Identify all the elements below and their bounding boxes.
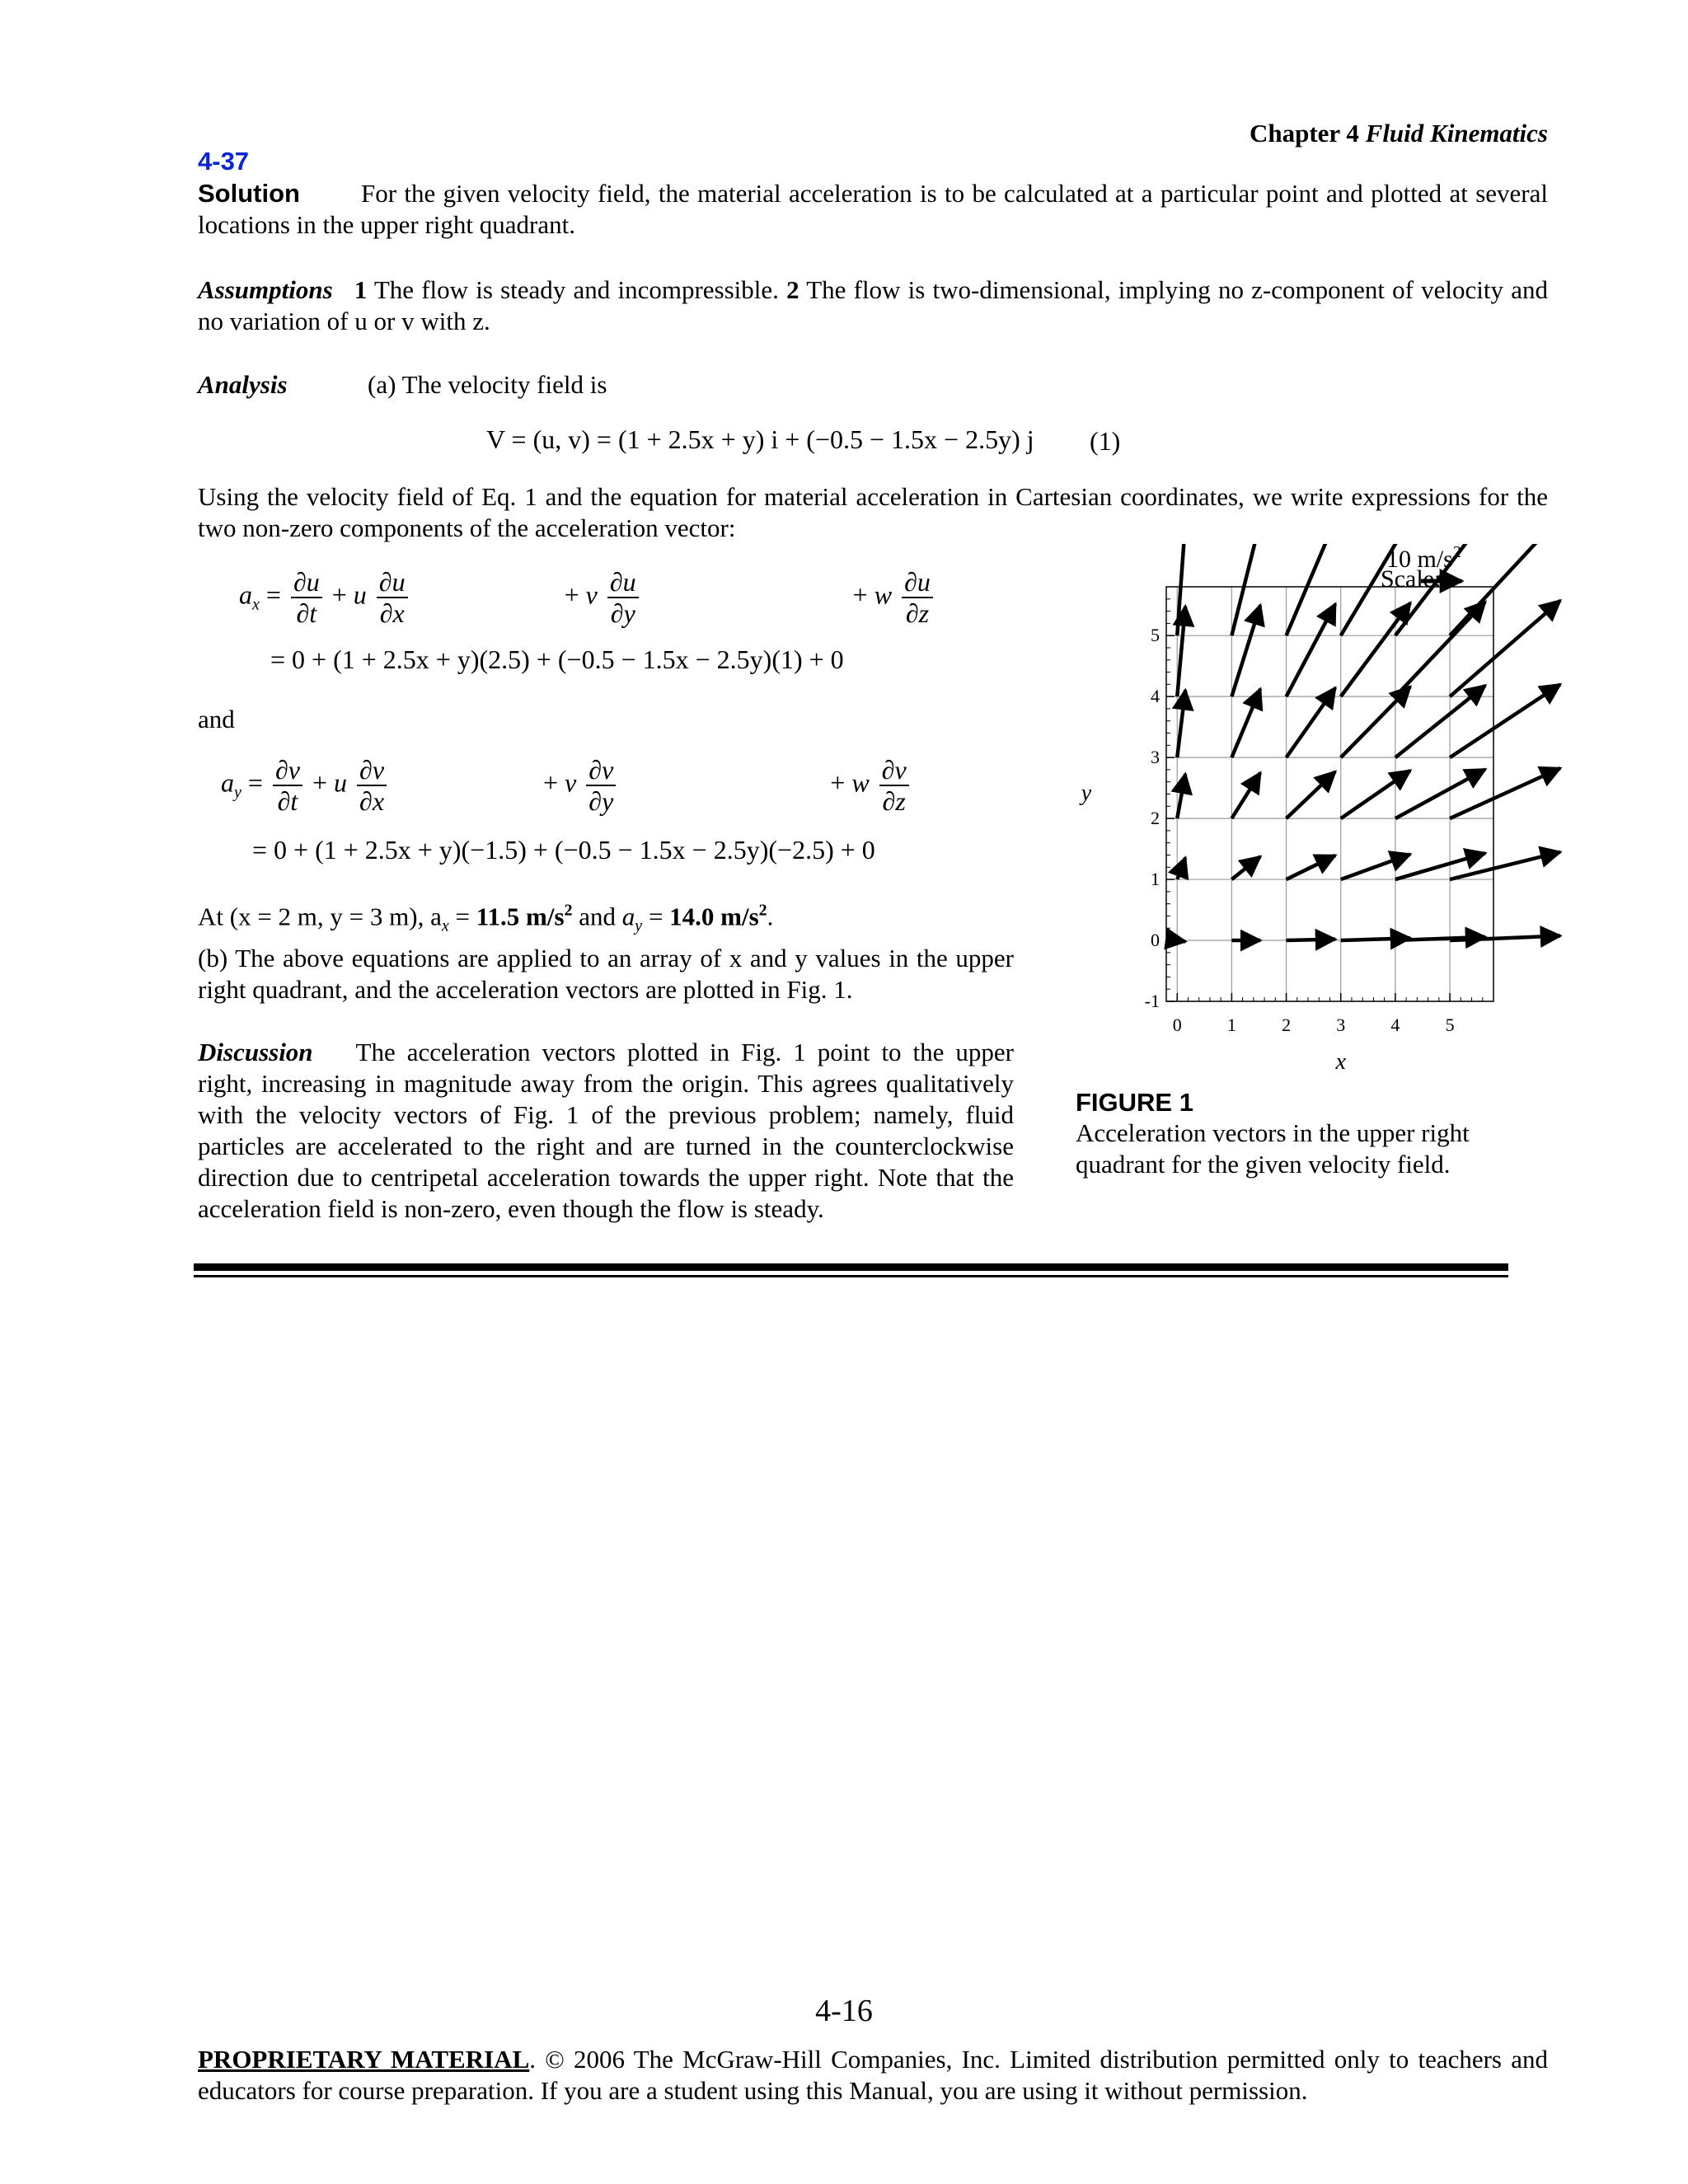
point-result-prefix: At (x = 2 m, y = 3 m), a: [198, 902, 442, 931]
ay-value: 14.0 m/s: [669, 902, 759, 931]
discussion-paragraph: [198, 1037, 1014, 1225]
and-text: and: [198, 705, 235, 733]
scale-label: Scale:: [1381, 565, 1442, 593]
problem-number: 4-37: [198, 147, 250, 176]
y-tick-label: 0: [1151, 930, 1160, 951]
assumptions-paragraph: [198, 274, 1548, 337]
assumption-2-text: The flow is two-dimensional, implying no z-component of velocity and no variation of u or v with z.: [198, 275, 1548, 335]
x-tick-label: 5: [1445, 1015, 1455, 1035]
x-tick-label: 2: [1282, 1015, 1292, 1035]
acceleration-vector: [1177, 690, 1185, 757]
part-a-text: (a) The velocity field is: [368, 370, 607, 399]
discussion-label: Discussion: [198, 1038, 313, 1066]
y-tick-label: 5: [1151, 625, 1160, 646]
acceleration-vector: [1231, 689, 1260, 757]
y-tick-label: 2: [1151, 808, 1160, 829]
acceleration-vector: [1395, 769, 1485, 818]
acceleration-vector: [1450, 768, 1560, 818]
acceleration-vector: [1177, 858, 1185, 879]
chart-ticks: [1145, 587, 1493, 1035]
chapter-header: [1250, 118, 1548, 149]
acceleration-vector: [1287, 544, 1336, 635]
chapter-title: Fluid Kinematics: [1365, 119, 1548, 148]
figure-caption: Acceleration vectors in the upper right quadrant for the given velocity field.: [1076, 1118, 1470, 1179]
assumption-2-number: 2: [786, 275, 799, 304]
assumptions-label: Assumptions: [198, 275, 333, 304]
footer-notice-text: . © 2006 The McGraw-Hill Companies, Inc. Limited distribution permitted only to teachers and educators for course preparation. If you are a student using this Manual, you are using it without permission.: [198, 2045, 1548, 2105]
chart-vectors: [1177, 544, 1560, 941]
figure-label: FIGURE 1: [1076, 1088, 1193, 1117]
point-result: At (x = 2 m, y = 3 m), $a_x = 11.5$ $m/s^2$ and $a_y = 14.0$ $m/s^2$.: [198, 902, 774, 935]
y-tick-label: 3: [1151, 747, 1160, 768]
chapter-number: Chapter 4: [1249, 119, 1359, 148]
acceleration-vector: [1231, 856, 1260, 879]
acceleration-vector: [1341, 855, 1410, 880]
acceleration-vector: [1341, 687, 1410, 757]
footer-notice: [198, 2044, 1548, 2107]
ay-equation-line2: = 0 + (1 + 2.5x + y)(−1.5) + (−0.5 − 1.5x − 2.5y)(−2.5) + 0: [252, 835, 875, 865]
x-axis-label: x: [1335, 1049, 1346, 1075]
scale-value-text: 10 m/s: [1386, 546, 1453, 573]
solution-label: Solution: [198, 179, 300, 208]
acceleration-vector-chart: [1071, 544, 1582, 1088]
equation-1-number: (1): [1090, 426, 1121, 456]
part-b-text: (b) The above equations are applied to an array of x and y values in the upper right quadrant, and the acceleration vectors are plotted in Fig. 1.: [198, 944, 1014, 1004]
assumption-1-text: The flow is steady and incompressible.: [373, 275, 779, 304]
acceleration-vector: [1450, 852, 1560, 879]
assumption-1-number: 1: [354, 275, 368, 304]
discussion-text: The acceleration vectors plotted in Fig. 1 point to the upper right, increasing in magnitude away from the origin. This agrees qualitatively with the velocity vectors of Fig. 1 of the previous problem; namely, fluid particles are accelerated to the right and are turned in the counterclockwise direction due to centripetal acceleration towards the upper right. Note that the acceleration field is non-zero, even though the flow is steady.: [198, 1038, 1014, 1223]
y-tick-label: 4: [1151, 686, 1160, 707]
x-tick-label: 4: [1390, 1015, 1400, 1035]
analysis-label: Analysis: [198, 370, 288, 399]
solution-paragraph: [198, 178, 1548, 241]
page-number: 4-16: [815, 1994, 873, 2028]
acceleration-vector: [1450, 601, 1560, 697]
analysis-paragraph: Using the velocity field of Eq. 1 and the equation for material acceleration in Cartesian coordinates, we write expressions for the two non-zero components of the acceleration vector:: [198, 482, 1548, 542]
proprietary-label: PROPRIETARY MATERIAL: [198, 2045, 530, 2074]
ay-equation: $a_y$ = $\frac{\partial v}{\partial t}$ + u $\frac{\partial v}{\partial x}$ + v $\frac{\partial v}{\partial y}$ + w $\frac{\partial v}{\partial z}$: [221, 755, 912, 816]
y-axis-label: y: [1081, 780, 1092, 806]
x-tick-label: 3: [1336, 1015, 1346, 1035]
section-divider-thick: [194, 1263, 1508, 1271]
solution-text: For the given velocity field, the material acceleration is to be calculated at a particular point and plotted at several locations in the upper right quadrant.: [198, 179, 1548, 239]
ax-equation-line2: = 0 + (1 + 2.5x + y)(2.5) + (−0.5 − 1.5x − 2.5y)(1) + 0: [270, 644, 844, 674]
acceleration-vector: [1287, 771, 1336, 818]
acceleration-vector: [1231, 773, 1260, 818]
section-divider-thin: [194, 1275, 1508, 1277]
acceleration-vector: [1177, 774, 1185, 818]
x-tick-label: 1: [1226, 1015, 1236, 1035]
x-tick-label: 0: [1172, 1015, 1182, 1035]
acceleration-vector: [1341, 771, 1410, 818]
acceleration-vector: [1287, 688, 1336, 758]
ax-value: 11.5 m/s: [476, 902, 565, 931]
equation-1: V = (u, v) = (1 + 2.5x + y) i + (−0.5 − 1.5x − 2.5y) j: [486, 424, 1034, 454]
y-tick-label: 1: [1151, 869, 1160, 890]
acceleration-vector: [1287, 855, 1336, 879]
acceleration-vector: [1450, 684, 1560, 757]
y-tick-label: -1: [1144, 991, 1160, 1011]
acceleration-vector: [1177, 940, 1185, 941]
ax-equation: $a_x$ = $\frac{\partial u}{\partial t}$ + u $\frac{\partial u}{\partial x}$ + v $\frac{\partial u}{\partial y}$ + w $\frac{\partial u}{\partial z}$: [239, 567, 936, 628]
scale-value: 10 $m/s^2$: [1386, 544, 1461, 573]
